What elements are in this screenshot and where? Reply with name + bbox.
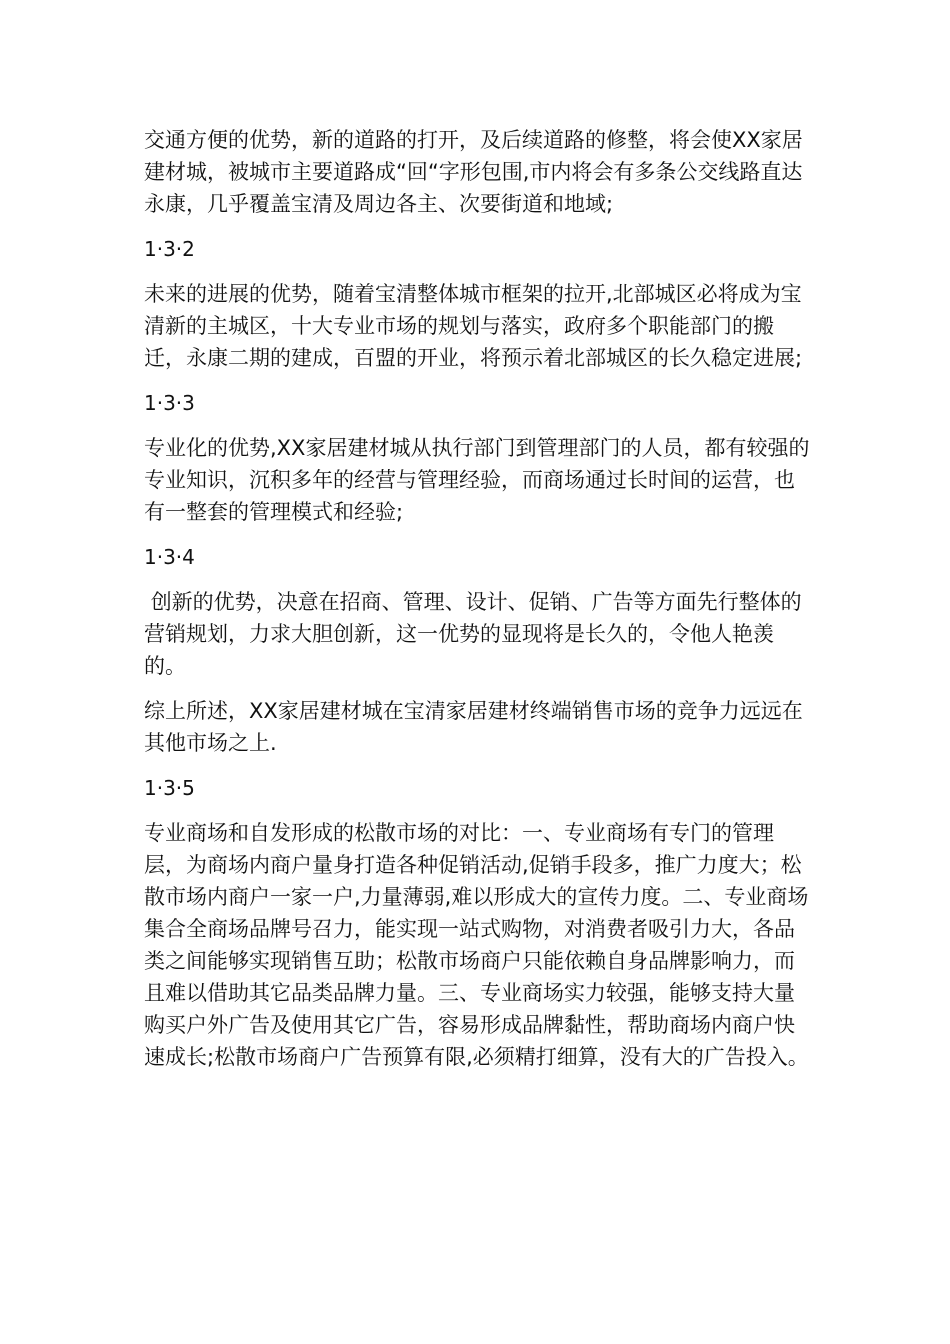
paragraph-transport-advantage: 交通方便的优势，新的道路的打开，及后续道路的修整，将会使XX家居建材城，被城市主要道路成“回“字形包围,市内将会有多条公交线路直达永康，几乎覆盖宝清及周边各主、次要街道和地域; bbox=[144, 128, 803, 216]
section-number-1-3-5: 1·3·5 bbox=[144, 776, 195, 800]
paragraph-innovation: 创新的优势，决意在招商、管理、设计、促销、广告等方面先行整体的营销规划，力求大胆创新，这一优势的显现将是长久的，令他人艳羡的。 bbox=[144, 590, 802, 678]
section-number-1-3-3: 1·3·3 bbox=[144, 391, 195, 415]
paragraph-market-comparison: 专业商场和自发形成的松散市场的对比：一、专业商场有专门的管理层，为商场内商户量身打造各种促销活动,促销手段多，推广力度大；松散市场内商户一家一户,力量薄弱,难以形成大的宣传力度。二、专业商场集合全商场品牌号召力，能实现一站式购物，对消费者吸引力大，各品类之间能够实现销售互助；松散市场商户只能依赖自身品牌影响力，而且难以借助其它品类品牌力量。三、专业商场实力较强，能够支持大量购买户外广告及使用其它广告，容易形成品牌黏性，帮助商场内商户快速成长;松散市场商户广告预算有限,必须精打细算，没有大的广告投入。 bbox=[144, 821, 809, 1069]
paragraph-summary: 综上所述，XX家居建材城在宝清家居建材终端销售市场的竞争力远远在其他市场之上. bbox=[144, 699, 803, 755]
section-number-1-3-4: 1·3·4 bbox=[144, 545, 195, 569]
paragraph-future-development: 未来的进展的优势，随着宝清整体城市框架的拉开,北部城区必将成为宝清新的主城区，十大专业市场的规划与落实，政府多个职能部门的搬迁，永康二期的建成，百盟的开业，将预示着北部城区的长久稳定进展; bbox=[144, 282, 803, 370]
paragraph-specialization: 专业化的优势,XX家居建材城从执行部门到管理部门的人员，都有较强的专业知识，沉积多年的经营与管理经验，而商场通过长时间的运营，也有一整套的管理模式和经验; bbox=[144, 436, 810, 524]
document-body bbox=[144, 124, 814, 1086]
section-number-1-3-2: 1·3·2 bbox=[144, 237, 195, 261]
